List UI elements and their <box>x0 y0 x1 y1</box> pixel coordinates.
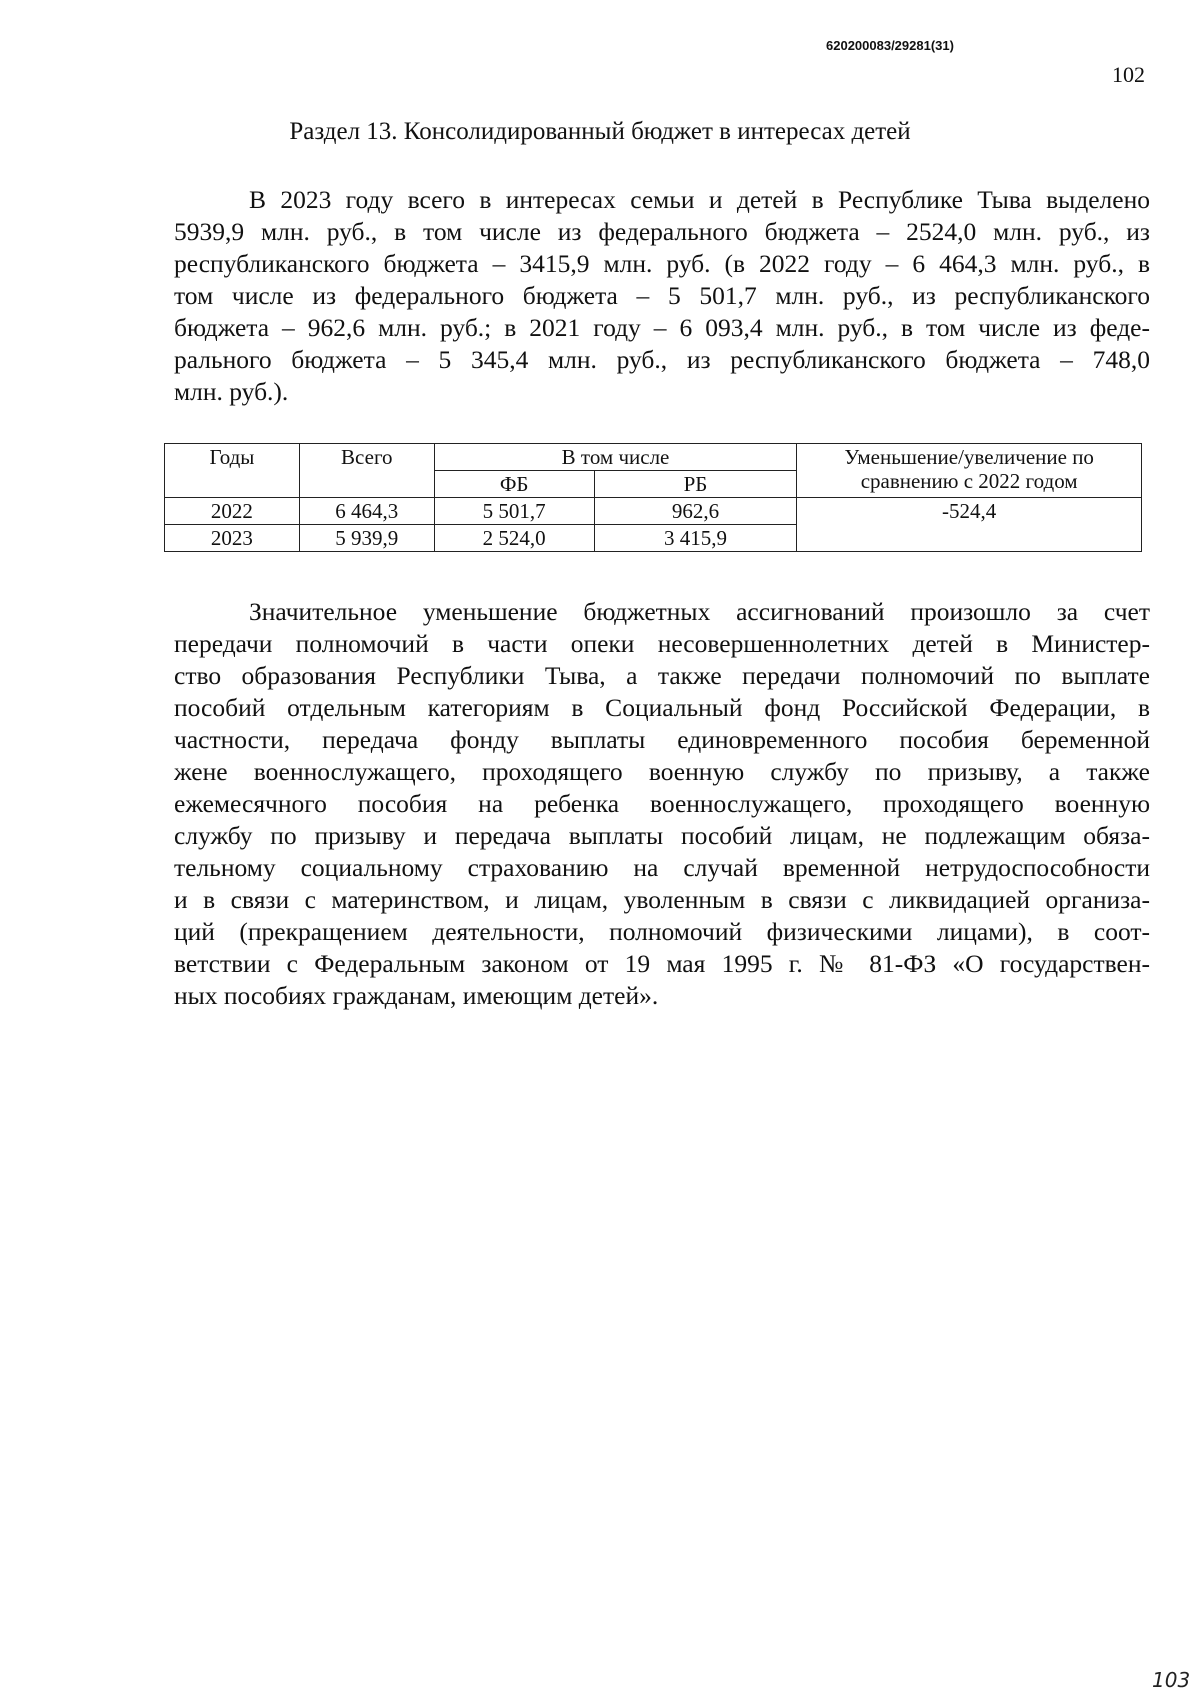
cell-year: 2023 <box>165 525 300 552</box>
paragraph-line: рального бюджета – 5 345,4 млн. руб., из республиканского бюджета – 748,0 <box>174 345 1150 374</box>
budget-table <box>164 443 1142 552</box>
paragraph-line: ций (прекращением деятельности, полномочий физическими лицами), в соот- <box>174 917 1150 946</box>
cell-fb: 2 524,0 <box>434 525 594 552</box>
paragraph-line: том числе из федерального бюджета – 5 501,7 млн. руб., из республиканского <box>174 281 1150 310</box>
paragraph-line: ветствии с Федеральным законом от 19 мая 1995 г. № 81-ФЗ «О государствен- <box>174 949 1150 978</box>
paragraph-line: жене военнослужащего, проходящего военную службу по призыву, а также <box>174 757 1150 786</box>
handwritten-page-number: 103 <box>1152 1668 1191 1692</box>
paragraph-line: частности, передача фонду выплаты единовременного пособия беременной <box>174 725 1150 754</box>
page-number: 102 <box>1112 62 1145 87</box>
table-row <box>165 498 1142 525</box>
paragraph-line: службу по призыву и передача выплаты пособий лицам, не подлежащим обяза- <box>174 821 1150 850</box>
document-id: 620200083/29281(31) <box>826 38 954 53</box>
paragraph-line: бюджета – 962,6 млн. руб.; в 2021 году – 6 093,4 млн. руб., в том числе из феде- <box>174 313 1150 342</box>
paragraph-line: пособий отдельным категориям в Социальный фонд Российской Федерации, в <box>174 693 1150 722</box>
header-fb: ФБ <box>434 471 594 498</box>
explanation-paragraph <box>174 596 1150 1012</box>
paragraph-line: республиканского бюджета – 3415,9 млн. руб. (в 2022 году – 6 464,3 млн. руб., в <box>174 249 1150 278</box>
header-total: Всего <box>299 444 434 498</box>
header-rb: РБ <box>594 471 797 498</box>
intro-paragraph <box>174 184 1150 408</box>
header-including: В том числе <box>434 444 797 471</box>
cell-fb: 5 501,7 <box>434 498 594 525</box>
paragraph-line: ство образования Республики Тыва, а также передачи полномочий по выплате <box>174 661 1150 690</box>
table-header-row <box>165 444 1142 471</box>
paragraph-line: и в связи с материнством, и лицам, уволенным в связи с ликвидацией организа- <box>174 885 1150 914</box>
cell-total: 6 464,3 <box>299 498 434 525</box>
cell-total: 5 939,9 <box>299 525 434 552</box>
paragraph-line: ежемесячного пособия на ребенка военнослужащего, проходящего военную <box>174 789 1150 818</box>
cell-change: -524,4 <box>797 498 1142 552</box>
paragraph-line: ных пособиях гражданам, имеющим детей». <box>174 981 659 1010</box>
paragraph-line: В 2023 году всего в интересах семьи и детей в Республике Тыва выделено <box>249 185 1150 214</box>
header-years: Годы <box>165 444 300 498</box>
section-title: Раздел 13. Консолидированный бюджет в интересах детей <box>289 118 911 145</box>
cell-year: 2022 <box>165 498 300 525</box>
header-change: Уменьшение/увеличение по сравнению с 2022 годом <box>797 444 1142 498</box>
paragraph-line: 5939,9 млн. руб., в том числе из федерального бюджета – 2524,0 млн. руб., из <box>174 217 1150 246</box>
paragraph-line: млн. руб.). <box>174 377 289 406</box>
paragraph-line: тельному социальному страхованию на случай временной нетрудоспособности <box>174 853 1150 882</box>
paragraph-line: Значительное уменьшение бюджетных ассигнований произошло за счет <box>249 597 1150 626</box>
cell-rb: 962,6 <box>594 498 797 525</box>
paragraph-line: передачи полномочий в части опеки несовершеннолетних детей в Министер- <box>174 629 1150 658</box>
cell-rb: 3 415,9 <box>594 525 797 552</box>
